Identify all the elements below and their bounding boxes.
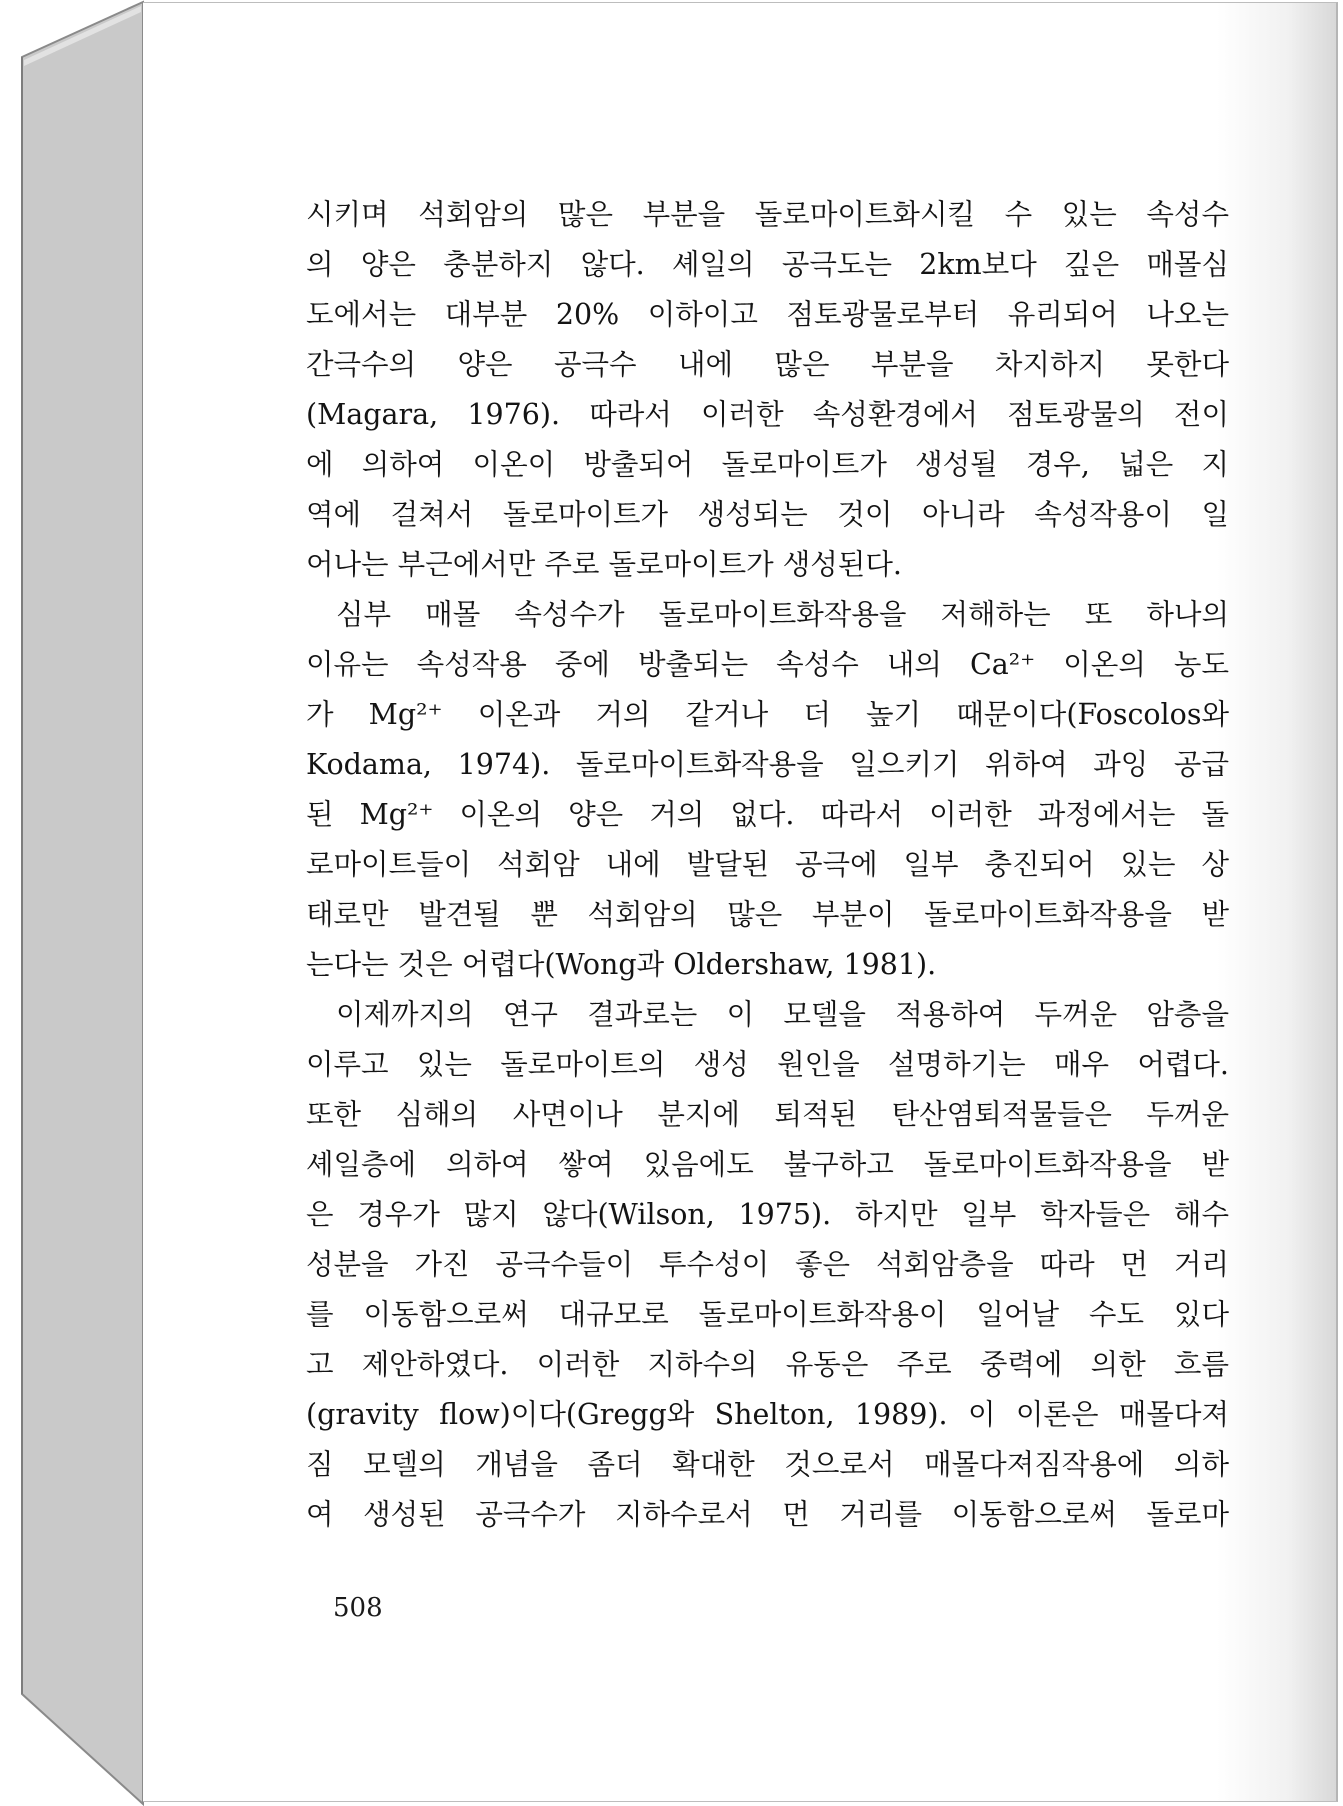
text-line: 도에서는 대부분 20% 이하이고 점토광물로부터 유리되어 나오는 [306, 298, 1229, 331]
text-line: 역에 걸쳐서 돌로마이트가 생성되는 것이 아니라 속성작용이 일 [306, 498, 1229, 531]
text-line: 의 양은 충분하지 않다. 셰일의 공극도는 2km보다 깊은 매몰심 [306, 248, 1229, 281]
text-line: 짐 모델의 개념을 좀더 확대한 것으로서 매몰다져짐작용에 의하 [306, 1448, 1229, 1481]
text-line: 간극수의 양은 공극수 내에 많은 부분을 차지하지 못한다 [306, 348, 1229, 381]
text-line: 또한 심해의 사면이나 분지에 퇴적된 탄산염퇴적물들은 두꺼운 [306, 1098, 1229, 1131]
text-line: 이제까지의 연구 결과로는 이 모델을 적용하여 두꺼운 암층을 [336, 998, 1229, 1031]
book-spine-side [0, 0, 145, 1806]
text-line: 셰일층에 의하여 쌓여 있음에도 불구하고 돌로마이트화작용을 받 [306, 1148, 1229, 1181]
text-line: 은 경우가 많지 않다(Wilson, 1975). 하지만 일부 학자들은 해수 [306, 1198, 1229, 1231]
text-line: 어나는 부근에서만 주로 돌로마이트가 생성된다. [306, 548, 902, 581]
text-line: 를 이동함으로써 대규모로 돌로마이트화작용이 일어날 수도 있다 [306, 1298, 1229, 1331]
text-line: 고 제안하였다. 이러한 지하수의 유동은 주로 중력에 의한 흐름 [306, 1348, 1229, 1381]
text-line: 이루고 있는 돌로마이트의 생성 원인을 설명하기는 매우 어렵다. [306, 1048, 1229, 1081]
text-line: 로마이트들이 석회암 내에 발달된 공극에 일부 충진되어 있는 상 [306, 848, 1229, 881]
body-text [306, 190, 1229, 1540]
page-number: 508 [333, 1593, 383, 1623]
book-page [143, 2, 1338, 1802]
text-line: 이유는 속성작용 중에 방출되는 속성수 내의 Ca²⁺ 이온의 농도 [306, 648, 1229, 681]
text-line: 시키며 석회암의 많은 부분을 돌로마이트화시킬 수 있는 속성수 [306, 198, 1229, 231]
text-line: 가 Mg²⁺ 이온과 거의 같거나 더 높기 때문이다(Foscolos와 [306, 698, 1229, 731]
text-line: (Magara, 1976). 따라서 이러한 속성환경에서 점토광물의 전이 [306, 398, 1229, 431]
text-line: (gravity flow)이다(Gregg와 Shelton, 1989). 이 이론은 매몰다져 [306, 1398, 1229, 1431]
text-line: 심부 매몰 속성수가 돌로마이트화작용을 저해하는 또 하나의 [336, 598, 1229, 631]
text-line: Kodama, 1974). 돌로마이트화작용을 일으키기 위하여 과잉 공급 [306, 748, 1229, 781]
text-line: 에 의하여 이온이 방출되어 돌로마이트가 생성될 경우, 넓은 지 [306, 448, 1229, 481]
text-line: 태로만 발견될 뿐 석회암의 많은 부분이 돌로마이트화작용을 받 [306, 898, 1229, 931]
text-line: 성분을 가진 공극수들이 투수성이 좋은 석회암층을 따라 먼 거리 [306, 1248, 1229, 1281]
text-line: 된 Mg²⁺ 이온의 양은 거의 없다. 따라서 이러한 과정에서는 돌 [306, 798, 1229, 831]
text-line: 는다는 것은 어렵다(Wong과 Oldershaw, 1981). [306, 948, 937, 981]
text-line: 여 생성된 공극수가 지하수로서 먼 거리를 이동함으로써 돌로마 [306, 1498, 1229, 1531]
